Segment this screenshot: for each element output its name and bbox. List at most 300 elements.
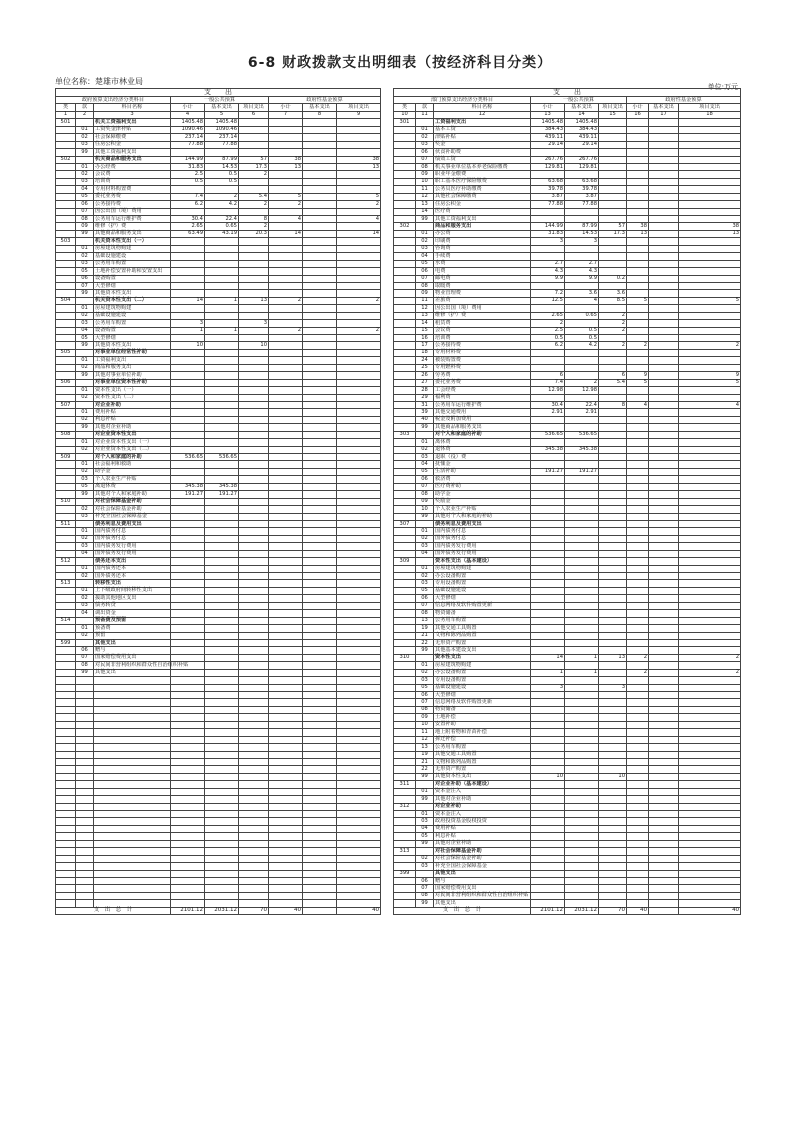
amount-cell (303, 320, 337, 327)
table-row (394, 863, 741, 870)
left-col-num: 5 (205, 111, 239, 118)
amount-cell (679, 848, 741, 855)
empty-cell (171, 758, 205, 765)
subject-name: 专用设备购置 (434, 677, 531, 684)
total-amount: 40 (269, 907, 303, 914)
amount-cell (337, 550, 381, 557)
amount-cell (205, 595, 239, 602)
amount-cell (171, 431, 205, 438)
category-code (56, 320, 76, 327)
empty-cell (76, 699, 94, 706)
amount-cell (679, 431, 741, 438)
amount-cell (679, 320, 741, 327)
amount-cell (565, 543, 599, 550)
amount-cell (649, 409, 679, 416)
amount-cell: 31.83 (171, 163, 205, 170)
subject-name: 对社会保险基金补助 (94, 506, 171, 513)
table-row (394, 736, 741, 743)
amount-cell (565, 706, 599, 713)
amount-cell (531, 528, 565, 535)
item-code: 02 (76, 446, 94, 453)
amount-cell (531, 632, 565, 639)
amount-cell (239, 491, 269, 498)
amount-cell (649, 692, 679, 699)
amount-cell (599, 506, 627, 513)
amount-cell (171, 401, 205, 408)
empty-cell (171, 684, 205, 691)
item-code: 11 (416, 297, 434, 304)
amount-cell (239, 520, 269, 527)
item-code: 06 (416, 595, 434, 602)
amount-cell (337, 394, 381, 401)
amount-cell: 1405.48 (531, 119, 565, 126)
amount-cell (599, 468, 627, 475)
item-code: 04 (76, 327, 94, 334)
table-row (56, 245, 381, 252)
item-code (416, 848, 434, 855)
amount-cell (599, 513, 627, 520)
table-row (394, 149, 741, 156)
subject-name: 国内债务发行费用 (434, 543, 531, 550)
amount-cell (531, 781, 565, 788)
subject-name: 专用材料购置费 (94, 186, 171, 193)
right-col-subtotal: 小计 (531, 104, 565, 111)
amount-cell: 439.11 (531, 134, 565, 141)
amount-cell: 129.81 (565, 163, 599, 170)
amount-cell (337, 126, 381, 133)
category-code (394, 186, 416, 193)
amount-cell (565, 833, 599, 840)
table-row (56, 446, 381, 453)
empty-cell (269, 825, 303, 832)
amount-cell (239, 119, 269, 126)
amount-cell: 2 (627, 342, 649, 349)
amount-cell (649, 379, 679, 386)
amount-cell (627, 416, 649, 423)
category-code (394, 327, 416, 334)
empty-cell (56, 892, 76, 899)
amount-cell (627, 803, 649, 810)
amount-cell (679, 439, 741, 446)
subject-name: 利息补贴 (434, 833, 531, 840)
amount-cell (303, 446, 337, 453)
item-code: 01 (416, 788, 434, 795)
empty-cell (171, 863, 205, 870)
amount-cell (531, 662, 565, 669)
category-code: 504 (56, 297, 76, 304)
amount-cell (679, 305, 741, 312)
empty-cell (171, 714, 205, 721)
subject-name: 公务接待费 (94, 201, 171, 208)
amount-cell: 3.87 (531, 193, 565, 200)
table-row (56, 275, 381, 282)
empty-cell (76, 758, 94, 765)
amount-cell (171, 558, 205, 565)
amount-cell (649, 156, 679, 163)
amount-cell (627, 602, 649, 609)
total-row (56, 907, 381, 914)
amount-cell (303, 387, 337, 394)
empty-cell (269, 900, 303, 907)
category-code (394, 788, 416, 795)
amount-cell (205, 342, 239, 349)
amount-cell (303, 535, 337, 542)
amount-cell: 2.91 (531, 409, 565, 416)
item-code: 03 (76, 476, 94, 483)
amount-cell (649, 632, 679, 639)
table-row (56, 602, 381, 609)
amount-cell (205, 268, 239, 275)
right-col-fund-basic: 基本支出 (649, 104, 679, 111)
amount-cell (303, 342, 337, 349)
empty-cell (171, 833, 205, 840)
amount-cell (269, 357, 303, 364)
item-code (416, 431, 434, 438)
amount-cell (531, 729, 565, 736)
amount-cell (627, 729, 649, 736)
item-code: 02 (76, 394, 94, 401)
left-col-kuan: 款 (76, 104, 94, 111)
empty-cell (205, 900, 239, 907)
amount-cell (627, 632, 649, 639)
amount-cell (599, 446, 627, 453)
subject-name: 因公出国（境）费用 (94, 208, 171, 215)
amount-cell (649, 818, 679, 825)
category-code (394, 312, 416, 319)
amount-cell: 3 (171, 320, 205, 327)
left-col-num: 4 (171, 111, 205, 118)
table-row (394, 811, 741, 818)
empty-cell (303, 758, 337, 765)
amount-cell (171, 372, 205, 379)
amount-cell: 2 (679, 342, 741, 349)
amount-cell (649, 230, 679, 237)
amount-cell (337, 491, 381, 498)
amount-cell (337, 625, 381, 632)
empty-row (56, 863, 381, 870)
amount-cell (337, 320, 381, 327)
amount-cell (303, 573, 337, 580)
category-code (394, 595, 416, 602)
empty-cell (269, 788, 303, 795)
empty-cell (76, 825, 94, 832)
amount-cell (565, 684, 599, 691)
subject-name: 国外债务付息 (94, 535, 171, 542)
empty-cell (337, 788, 381, 795)
empty-cell (171, 811, 205, 818)
subject-name: 其他商品和服务支出 (94, 230, 171, 237)
amount-cell (171, 439, 205, 446)
right-col-lei: 类 (394, 104, 416, 111)
empty-cell (94, 736, 171, 743)
amount-cell (679, 825, 741, 832)
amount-cell (239, 149, 269, 156)
amount-cell (239, 558, 269, 565)
empty-cell (76, 818, 94, 825)
empty-cell (337, 892, 381, 899)
empty-cell (76, 751, 94, 758)
category-code: 302 (394, 223, 416, 230)
amount-cell (679, 565, 741, 572)
amount-cell (531, 587, 565, 594)
empty-cell (239, 699, 269, 706)
left-col-num: 8 (303, 111, 337, 118)
amount-cell: 4.2 (205, 201, 239, 208)
empty-cell (76, 706, 94, 713)
empty-cell (56, 706, 76, 713)
amount-cell (269, 364, 303, 371)
amount-cell (239, 282, 269, 289)
amount-cell: 267.76 (531, 156, 565, 163)
amount-cell (679, 535, 741, 542)
category-code (394, 461, 416, 468)
amount-cell (531, 639, 565, 646)
empty-cell (239, 714, 269, 721)
empty-cell (303, 773, 337, 780)
category-code (56, 260, 76, 267)
empty-cell (205, 788, 239, 795)
amount-cell (649, 550, 679, 557)
amount-cell (649, 126, 679, 133)
category-code (56, 342, 76, 349)
amount-cell (599, 387, 627, 394)
amount-cell (303, 245, 337, 252)
amount-cell (649, 461, 679, 468)
amount-cell (627, 275, 649, 282)
item-code: 02 (416, 573, 434, 580)
category-code (56, 587, 76, 594)
subject-name: 机关商品和服务支出 (94, 156, 171, 163)
amount-cell: 2 (679, 669, 741, 676)
table-row (394, 364, 741, 371)
left-col-fund-project: 项目支出 (337, 104, 381, 111)
category-code (394, 506, 416, 513)
amount-cell: 0.5 (531, 335, 565, 342)
amount-cell (649, 520, 679, 527)
empty-cell (205, 811, 239, 818)
subject-name: 机关事业单位基本养老保险缴费 (434, 163, 531, 170)
empty-cell (76, 781, 94, 788)
amount-cell (649, 208, 679, 215)
table-row (56, 669, 381, 676)
amount-cell (627, 201, 649, 208)
amount-cell (239, 617, 269, 624)
category-code (394, 268, 416, 275)
amount-cell (205, 528, 239, 535)
amount-cell: 1 (565, 669, 599, 676)
table-row (394, 387, 741, 394)
empty-cell (76, 803, 94, 810)
amount-cell (205, 498, 239, 505)
empty-cell (337, 863, 381, 870)
item-code: 27 (416, 379, 434, 386)
amount-cell (599, 840, 627, 847)
amount-cell: 2.91 (565, 409, 599, 416)
category-code (56, 282, 76, 289)
subject-name: 地上附着物和青苗补偿 (434, 729, 531, 736)
item-code (76, 379, 94, 386)
amount-cell (337, 253, 381, 260)
category-code (56, 476, 76, 483)
amount-cell (599, 595, 627, 602)
subject-name: 转移性支出 (94, 580, 171, 587)
amount-cell (337, 580, 381, 587)
amount-cell (337, 454, 381, 461)
category-code (56, 602, 76, 609)
amount-cell (531, 744, 565, 751)
amount-cell (679, 349, 741, 356)
table-row (56, 349, 381, 356)
amount-cell (649, 171, 679, 178)
subject-name: 文物和陈列品购置 (434, 758, 531, 765)
amount-cell (171, 208, 205, 215)
item-code: 99 (416, 900, 434, 907)
amount-cell (171, 335, 205, 342)
amount-cell (303, 520, 337, 527)
amount-cell (649, 439, 679, 446)
amount-cell (303, 550, 337, 557)
empty-cell (171, 796, 205, 803)
table-row (394, 803, 741, 810)
amount-cell (303, 565, 337, 572)
amount-cell (649, 335, 679, 342)
empty-cell (56, 825, 76, 832)
amount-cell (627, 595, 649, 602)
table-row (56, 468, 381, 475)
empty-cell (303, 848, 337, 855)
item-code: 99 (76, 669, 94, 676)
amount-cell (627, 736, 649, 743)
amount-cell: 10 (599, 773, 627, 780)
amount-cell (565, 558, 599, 565)
category-code (394, 342, 416, 349)
subject-name: 伙食补助费 (434, 149, 531, 156)
amount-cell (337, 535, 381, 542)
amount-cell (627, 216, 649, 223)
item-code: 02 (76, 573, 94, 580)
subject-name: 对个人和家庭的补助 (434, 431, 531, 438)
category-code (394, 699, 416, 706)
amount-cell (565, 729, 599, 736)
empty-cell (337, 692, 381, 699)
table-row (394, 825, 741, 832)
amount-cell (269, 208, 303, 215)
amount-cell: 0.5 (205, 178, 239, 185)
amount-cell (303, 595, 337, 602)
amount-cell: 2 (239, 201, 269, 208)
amount-cell (627, 491, 649, 498)
category-code (394, 193, 416, 200)
amount-cell (531, 885, 565, 892)
table-row (56, 617, 381, 624)
subject-name: 其他资本性支出 (434, 773, 531, 780)
item-code: 03 (416, 141, 434, 148)
amount-cell (205, 476, 239, 483)
subject-name: 其他支出 (94, 669, 171, 676)
amount-cell: 0.5 (205, 171, 239, 178)
category-code (56, 461, 76, 468)
amount-cell (627, 818, 649, 825)
left-col-num: 9 (337, 111, 381, 118)
empty-row (56, 803, 381, 810)
category-code: 599 (56, 639, 76, 646)
amount-cell (531, 602, 565, 609)
amount-cell (531, 803, 565, 810)
amount-cell: 2.7 (531, 260, 565, 267)
amount-cell: 9.9 (565, 275, 599, 282)
table-row (56, 372, 381, 379)
amount-cell (679, 558, 741, 565)
amount-cell (205, 416, 239, 423)
amount-cell (679, 498, 741, 505)
category-code (394, 811, 416, 818)
amount-cell (337, 617, 381, 624)
table-row (394, 550, 741, 557)
amount-cell (531, 245, 565, 252)
item-code: 04 (416, 461, 434, 468)
subject-name: 安置补助 (434, 721, 531, 728)
amount-cell (627, 699, 649, 706)
amount-cell (565, 677, 599, 684)
amount-cell (599, 439, 627, 446)
empty-cell (56, 751, 76, 758)
amount-cell (239, 468, 269, 475)
amount-cell (171, 535, 205, 542)
amount-cell (679, 387, 741, 394)
amount-cell: 0.5 (565, 335, 599, 342)
category-code (56, 223, 76, 230)
amount-cell (565, 863, 599, 870)
amount-cell (649, 639, 679, 646)
empty-cell (205, 699, 239, 706)
item-code: 01 (416, 126, 434, 133)
amount-cell (679, 892, 741, 899)
subject-name: 医疗费补助 (434, 483, 531, 490)
category-code: 506 (56, 379, 76, 386)
subject-name: 职工基本医疗保险缴费 (434, 178, 531, 185)
table-row (394, 520, 741, 527)
category-code (394, 216, 416, 223)
amount-cell (269, 312, 303, 319)
amount-cell (599, 632, 627, 639)
category-code (394, 825, 416, 832)
amount-cell (337, 364, 381, 371)
amount-cell (565, 416, 599, 423)
amount-cell: 345.38 (531, 446, 565, 453)
amount-cell (239, 305, 269, 312)
empty-cell (337, 773, 381, 780)
empty-cell (337, 877, 381, 884)
subject-name: 助学金 (94, 468, 171, 475)
item-code: 06 (416, 476, 434, 483)
amount-cell (649, 565, 679, 572)
category-code (56, 186, 76, 193)
amount-cell (239, 587, 269, 594)
empty-cell (76, 855, 94, 862)
amount-cell (337, 387, 381, 394)
empty-cell (269, 877, 303, 884)
amount-cell (627, 156, 649, 163)
subject-name: 对企业补助 (434, 803, 531, 810)
subject-name: 税金及附加费用 (434, 416, 531, 423)
amount-cell: 8.5 (599, 297, 627, 304)
empty-cell (94, 840, 171, 847)
table-row (394, 312, 741, 319)
category-code: 510 (56, 498, 76, 505)
subject-name: 培训费 (94, 178, 171, 185)
empty-cell (94, 811, 171, 818)
amount-cell (599, 498, 627, 505)
